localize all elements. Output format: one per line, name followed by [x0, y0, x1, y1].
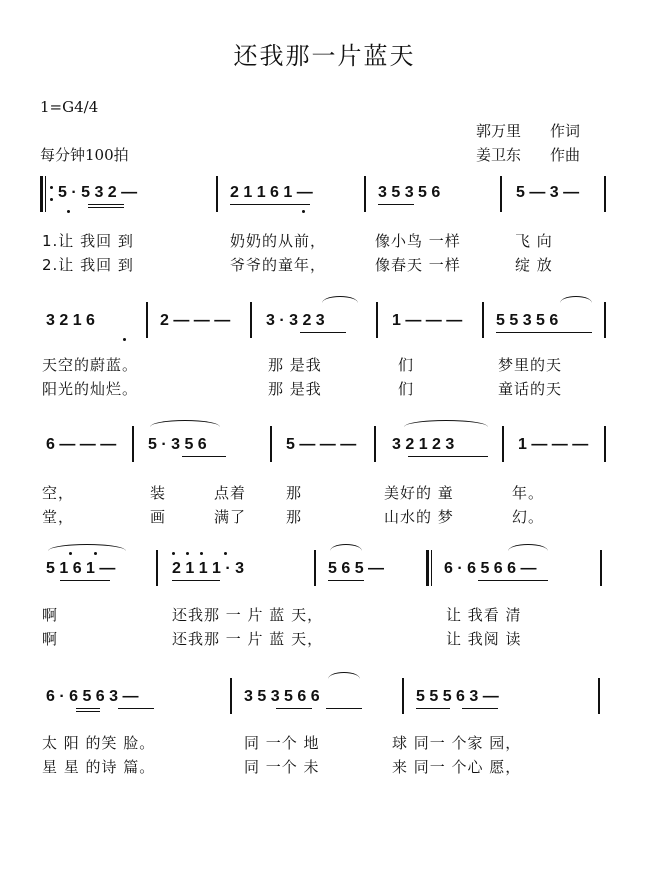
slur-mark: [322, 296, 358, 303]
slur-mark: [150, 420, 220, 427]
measure-notes: 1 — — —: [518, 436, 589, 453]
slur-mark: [330, 544, 362, 551]
lyric-verse2: 阳光的灿烂。: [42, 380, 139, 398]
barline: [45, 176, 46, 212]
measure-notes: 2 — — —: [160, 312, 231, 329]
barline: [374, 426, 376, 462]
barline: [132, 426, 134, 462]
octave-dot: [94, 552, 97, 555]
underline-beam: [88, 204, 124, 205]
barline: [502, 426, 504, 462]
barline: [146, 302, 148, 338]
lyric-verse1: 像小鸟 一样: [375, 232, 461, 250]
lyric-verse2: 童话的天: [498, 380, 563, 398]
underline-beam: [300, 332, 346, 333]
octave-dot: [67, 210, 70, 213]
measure-notes: 3 2 1 6: [46, 312, 95, 329]
lyric-verse2: 们: [398, 380, 415, 398]
measure-notes: 3 2 1 2 3: [392, 436, 455, 453]
measure-notes: 2 1 1 1 · 3: [172, 560, 245, 577]
measure-notes: 5 5 5 6 3 —: [416, 688, 499, 705]
barline: [604, 176, 606, 212]
measure-notes: 3 5 3 5 6: [378, 184, 441, 201]
lyric-verse2: 还我那 一 片 蓝 天，: [172, 630, 324, 648]
barline: [604, 302, 606, 338]
lyric-verse1: 同 一个 地: [244, 734, 320, 752]
underline-beam: [326, 708, 362, 709]
underline-beam: [328, 580, 364, 581]
measure-notes: 2 1 1 6 1 —: [230, 184, 313, 201]
lyric-verse1: 天空的蔚蓝。: [42, 356, 139, 374]
tempo-marking: 每分钟100拍: [40, 146, 129, 164]
barline: [156, 550, 158, 586]
underline-beam: [408, 456, 488, 457]
measure-notes: 3 · 3 2 3: [266, 312, 325, 329]
lyric-verse2: 画: [150, 508, 167, 526]
underline-beam: [172, 580, 220, 581]
lyric-verse1: 美好的 童: [384, 484, 454, 502]
song-title: 还我那一片蓝天: [233, 42, 416, 70]
measure-notes: 5 5 3 5 6: [496, 312, 559, 329]
measure-notes: 5 6 5 —: [328, 560, 385, 577]
composer-role: 作曲: [550, 146, 581, 164]
barline: [250, 302, 252, 338]
barline: [431, 550, 432, 586]
octave-dot: [186, 552, 189, 555]
lyric-verse2: 爷爷的童年，: [230, 256, 327, 274]
lyric-verse1: 那 是我: [268, 356, 322, 374]
lyric-verse1: 球 同一 个家 园，: [392, 734, 522, 752]
lyric-verse1: 点着: [214, 484, 247, 502]
measure-notes: 6 · 6 5 6 3 —: [46, 688, 139, 705]
underline-beam: [496, 332, 592, 333]
repeat-start-barline: [40, 176, 43, 212]
octave-dot: [172, 552, 175, 555]
underline-beam: [378, 204, 414, 205]
lyric-verse2: 让 我阅 读: [446, 630, 522, 648]
lyric-verse2: 像春天 一样: [375, 256, 461, 274]
octave-dot: [302, 210, 305, 213]
barline: [604, 426, 606, 462]
lyric-verse2: 来 同一 个心 愿，: [392, 758, 522, 776]
octave-dot: [224, 552, 227, 555]
underline-beam: [76, 711, 100, 712]
slur-mark: [48, 544, 126, 551]
lyric-verse2: 啊: [42, 630, 59, 648]
measure-notes: 1 — — —: [392, 312, 463, 329]
measure-notes: 3 5 3 5 6 6: [244, 688, 320, 705]
barline: [364, 176, 366, 212]
measure-notes: 5 — 3 —: [516, 184, 580, 201]
slur-mark: [404, 420, 488, 427]
slur-mark: [328, 672, 360, 679]
lyric-verse2: 同 一个 未: [244, 758, 320, 776]
lyric-verse1: 梦里的天: [498, 356, 563, 374]
composer-name: 姜卫东: [476, 146, 522, 164]
barline: [482, 302, 484, 338]
lyricist-name: 郭万里: [476, 122, 522, 140]
lyricist-role: 作词: [550, 122, 581, 140]
barline: [230, 678, 232, 714]
underline-beam: [416, 708, 450, 709]
underline-beam: [276, 708, 312, 709]
underline-beam: [478, 580, 548, 581]
lyric-verse1: 啊: [42, 606, 59, 624]
repeat-dot: [50, 186, 53, 189]
lyric-verse1: 还我那 一 片 蓝 天，: [172, 606, 324, 624]
underline-beam: [230, 204, 310, 205]
lyric-verse1: 们: [398, 356, 415, 374]
underline-beam: [118, 708, 154, 709]
measure-notes: 6 · 6 5 6 6 —: [444, 560, 537, 577]
repeat-dot: [50, 198, 53, 201]
octave-dot: [123, 338, 126, 341]
lyric-verse1: 那: [286, 484, 303, 502]
octave-dot: [69, 552, 72, 555]
underline-beam: [60, 580, 110, 581]
lyric-verse1: 年。: [512, 484, 545, 502]
barline: [376, 302, 378, 338]
barline: [216, 176, 218, 212]
octave-dot: [200, 552, 203, 555]
lyric-verse2: 满了: [214, 508, 247, 526]
slur-mark: [508, 544, 548, 551]
barline: [600, 550, 602, 586]
barline: [314, 550, 316, 586]
lyric-verse2: 那 是我: [268, 380, 322, 398]
barline: [598, 678, 600, 714]
barline: [270, 426, 272, 462]
underline-beam: [76, 708, 100, 709]
lyric-verse1: 飞 向: [515, 232, 553, 250]
lyric-verse1: 让 我看 清: [446, 606, 522, 624]
lyric-verse2: 山水的 梦: [384, 508, 454, 526]
barline: [402, 678, 404, 714]
underline-beam: [182, 456, 226, 457]
lyric-verse2: 那: [286, 508, 303, 526]
underline-beam: [88, 207, 124, 208]
measure-notes: 5 1 6 1 —: [46, 560, 116, 577]
lyric-verse1: 奶奶的从前，: [230, 232, 327, 250]
lyric-verse2: 2.让 我回 到: [42, 256, 134, 274]
lyric-verse2: 星 星 的诗 篇。: [42, 758, 156, 776]
lyric-verse1: 空，: [42, 484, 75, 502]
measure-notes: 5 — — —: [286, 436, 357, 453]
slur-mark: [560, 296, 592, 303]
barline: [426, 550, 429, 586]
underline-beam: [462, 708, 498, 709]
lyric-verse1: 装: [150, 484, 167, 502]
barline: [500, 176, 502, 212]
lyric-verse2: 堂，: [42, 508, 75, 526]
measure-notes: 5 · 3 5 6: [148, 436, 207, 453]
measure-notes: 6 — — —: [46, 436, 117, 453]
key-signature: 1=G4/4: [40, 98, 99, 116]
lyric-verse2: 幻。: [512, 508, 545, 526]
measure-notes: 5 · 5 3 2 —: [58, 184, 138, 201]
lyric-verse1: 太 阳 的笑 脸。: [42, 734, 156, 752]
lyric-verse2: 绽 放: [515, 256, 553, 274]
lyric-verse1: 1.让 我回 到: [42, 232, 134, 250]
